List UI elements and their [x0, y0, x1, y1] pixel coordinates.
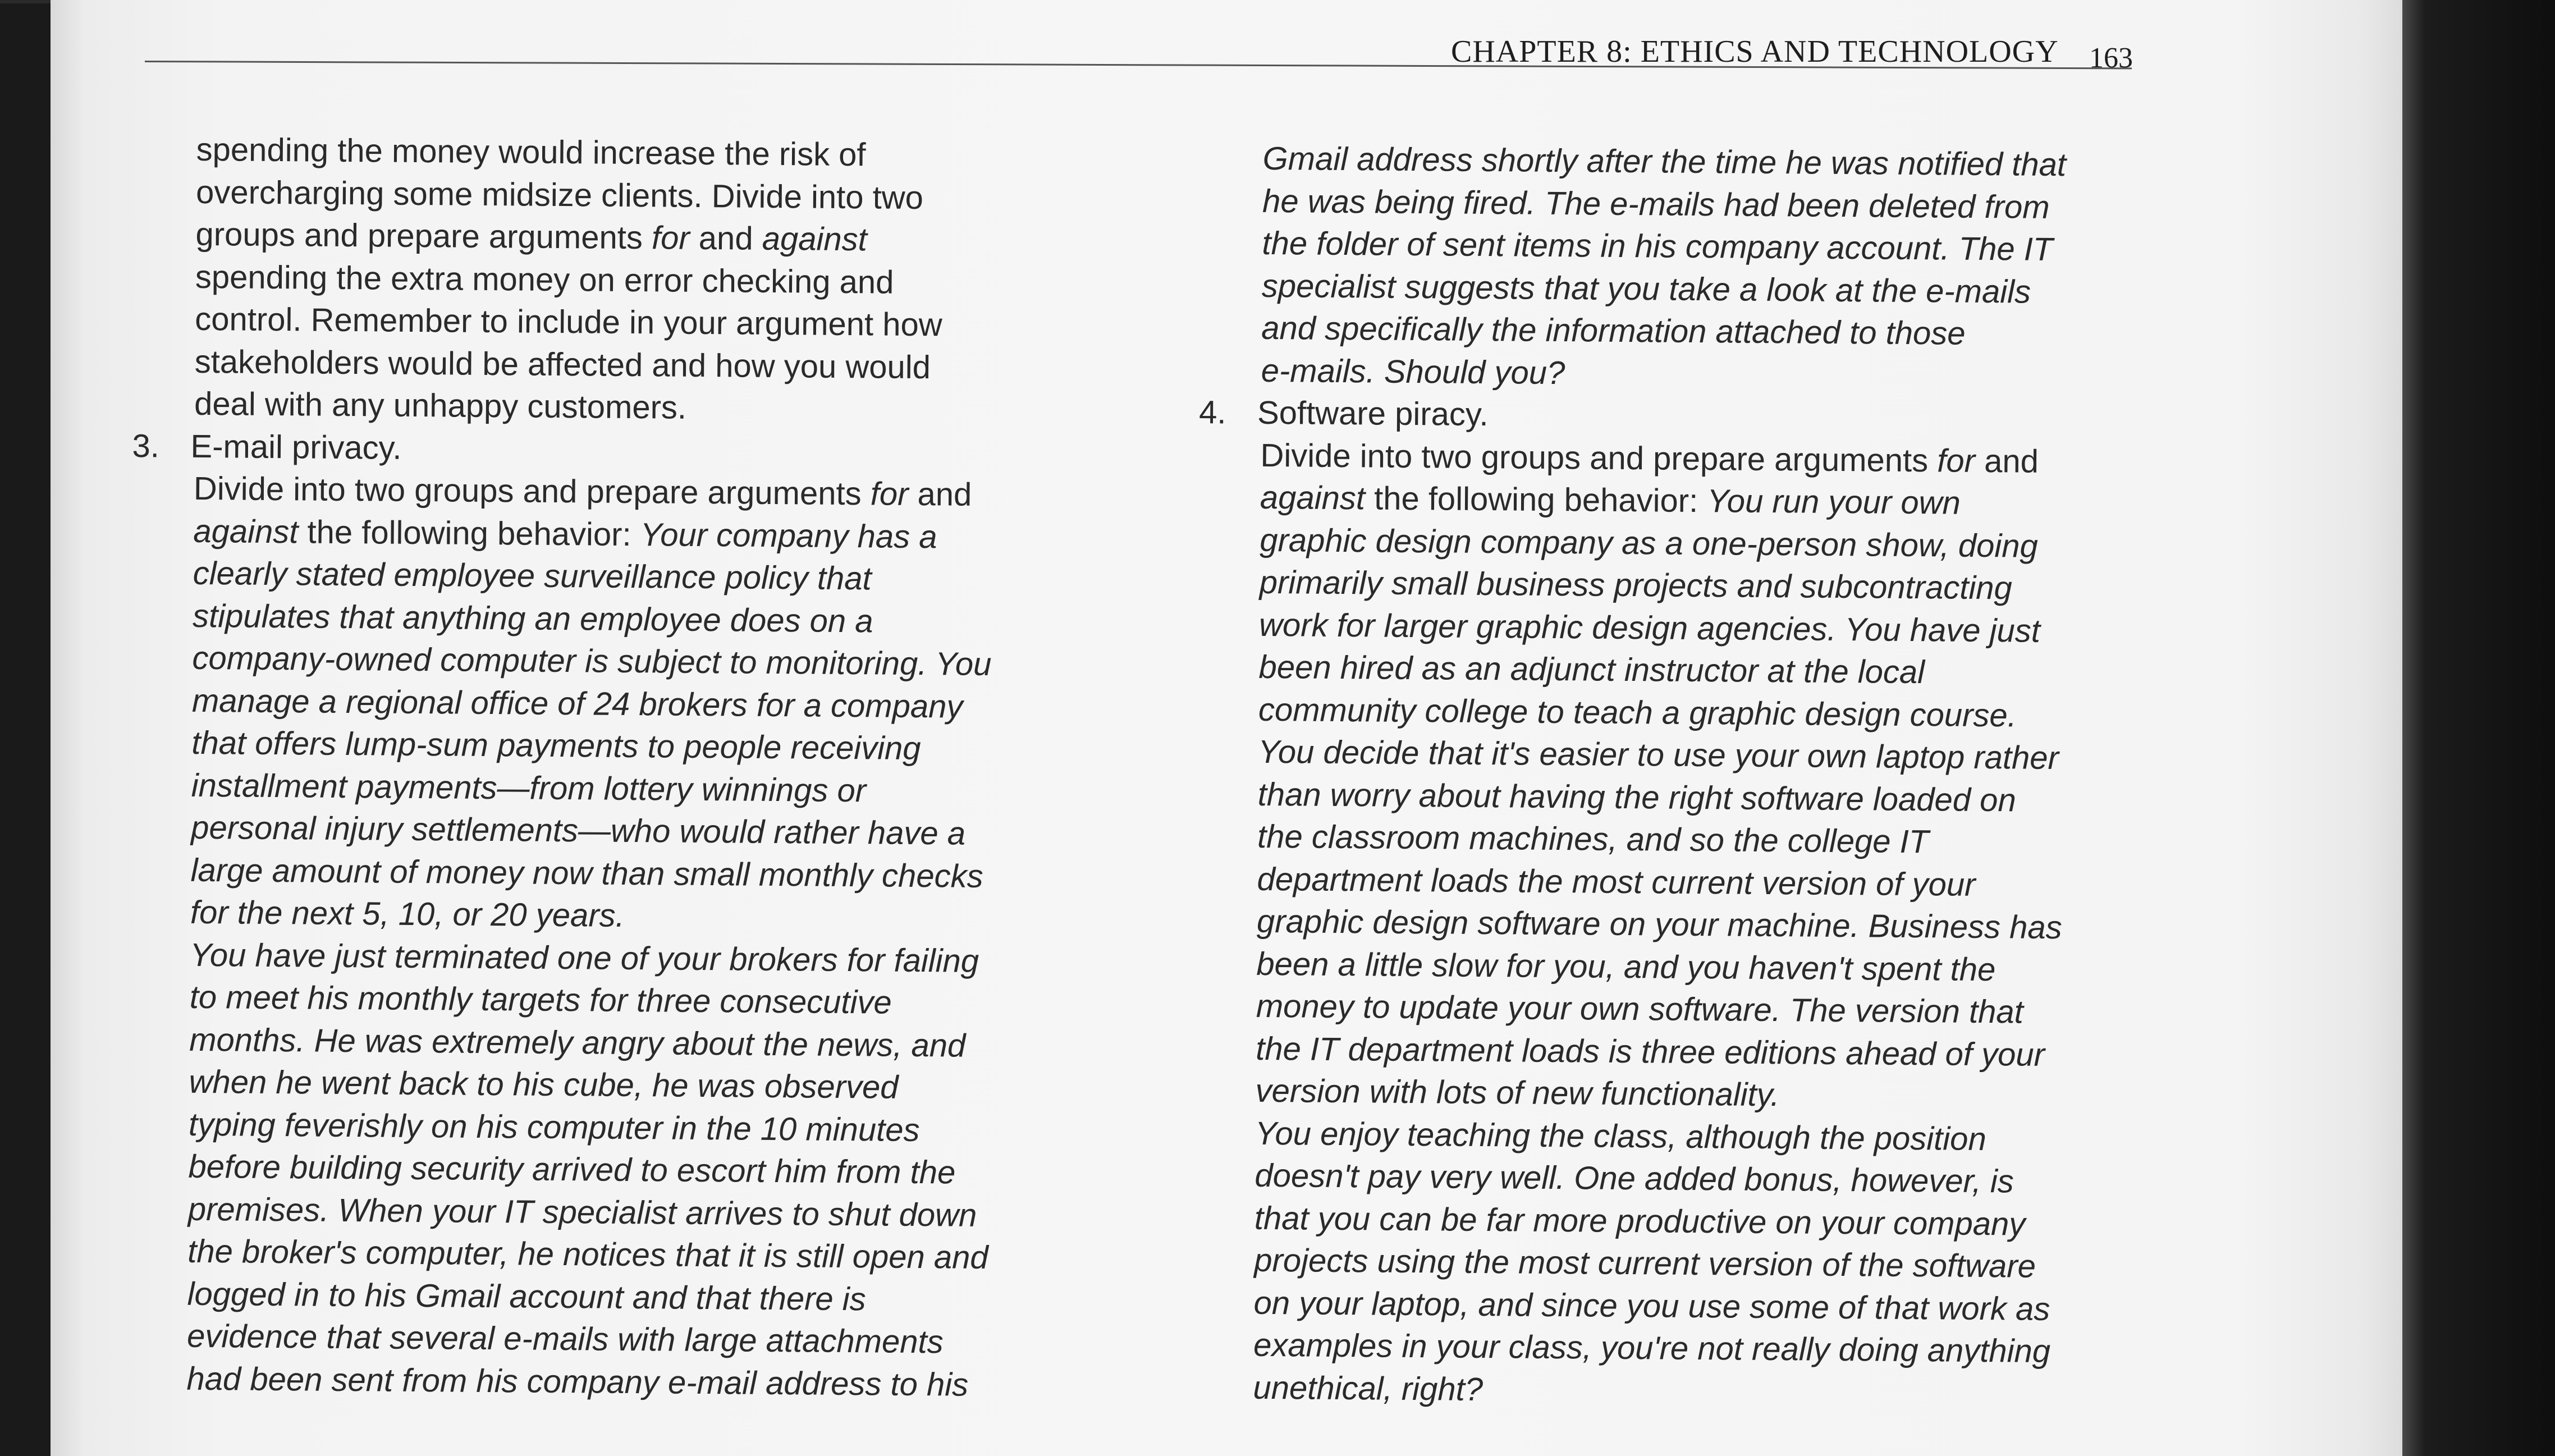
body-line: stakeholders would be affected and how you would	[194, 343, 931, 386]
scenario-line: graphic design company as a one-person show, doing	[1260, 521, 2039, 565]
scenario-line: version with lots of new functionality.	[1255, 1072, 1780, 1114]
item-intro-line: against the following behavior: Your company has a	[193, 512, 937, 555]
scenario-line: the folder of sent items in his company account. The IT	[1262, 225, 2053, 268]
item-intro-line: Divide into two groups and prepare arguments for and	[1260, 437, 2039, 480]
scan-page-edge	[2402, 0, 2555, 1456]
scenario-line: examples in your class, you're not really doing anything	[1253, 1326, 2051, 1370]
item-intro-line: against the following behavior: You run your own	[1260, 479, 1961, 521]
scenario-line: been hired as an adjunct instructor at the local	[1258, 648, 1925, 691]
item-intro-line: Divide into two groups and prepare arguments for and	[193, 470, 972, 513]
scenario-line: than worry about having the right software loaded on	[1257, 776, 2016, 818]
scenario-line: primarily small business projects and subcontracting	[1259, 564, 2013, 607]
scenario-line: logged in to his Gmail account and that there is	[187, 1275, 866, 1317]
scenario-line: the broker's computer, he notices that it is still open and	[187, 1233, 988, 1276]
scenario-line: been a little slow for you, and you haven't spent the	[1256, 945, 1996, 988]
scenario-line: doesn't pay very well. One added bonus, however, is	[1254, 1157, 2014, 1200]
scenario-line: the IT department loads is three editions ahead of your	[1255, 1030, 2045, 1073]
scenario-line: You decide that it's easier to use your own laptop rather	[1258, 733, 2059, 777]
right-column	[1191, 137, 2167, 1416]
scenario-line: before building security arrived to escort him from the	[188, 1148, 956, 1191]
scenario-line: graphic design software on your machine. Business has	[1256, 903, 2062, 946]
scenario-line: evidence that several e-mails with large attachments	[186, 1317, 944, 1361]
running-header-chapter-title: CHAPTER 8: ETHICS AND TECHNOLOGY	[1451, 34, 2059, 69]
left-column	[125, 128, 1078, 1407]
scenario-line: and specifically the information attached to those	[1261, 309, 1966, 352]
body-line: deal with any unhappy customers.	[194, 385, 687, 426]
scenario-line: department loads the most current version of your	[1257, 860, 1976, 903]
item-number: 4.	[1198, 393, 1226, 431]
item-title: Software piracy.	[1257, 394, 1489, 433]
body-line: spending the money would increase the risk of	[196, 131, 866, 173]
body-line: groups and prepare arguments for and against	[195, 216, 868, 258]
item-heading-software-piracy	[1199, 391, 2165, 441]
body-line: control. Remember to include in your argument how	[195, 300, 942, 344]
scenario-line: projects using the most current version of the software	[1254, 1242, 2036, 1285]
scenario-line: money to update your own software. The version that	[1256, 987, 2024, 1031]
item-heading-email-privacy	[132, 424, 1075, 474]
scenario-line: company-owned computer is subject to monitoring. You	[192, 639, 992, 683]
scenario-line: that you can be far more productive on your company	[1254, 1199, 2026, 1243]
scenario-line: manage a regional office of 24 brokers for a company	[191, 682, 963, 725]
scenario-line: clearly stated employee surveillance policy that	[193, 555, 872, 597]
scenario-line: You have just terminated one of your brokers for failing	[190, 936, 979, 979]
scenario-line: that offers lump-sum payments to people receiving	[191, 724, 921, 767]
body-line: spending the extra money on error checking and	[195, 258, 894, 301]
scenario-line: had been sent from his company e-mail address to his	[186, 1360, 969, 1403]
scenario-line: for the next 5, 10, or 20 years.	[190, 894, 625, 934]
scenario-line: when he went back to his cube, he was observed	[189, 1063, 899, 1106]
scenario-line: to meet his monthly targets for three consecutive	[189, 978, 892, 1021]
scenario-line: unethical, right?	[1253, 1369, 1483, 1408]
scenario-line: he was being fired. The e-mails had been deleted from	[1262, 182, 2050, 226]
scenario-line: on your laptop, and since you use some of that work as	[1253, 1284, 2050, 1327]
scenario-line: large amount of money now than small monthly checks	[190, 851, 983, 895]
item-title: E-mail privacy.	[190, 428, 402, 466]
scenario-line: typing feverishly on his computer in the 10 minutes	[188, 1106, 920, 1148]
scenario-line: installment payments—from lottery winnings or	[191, 767, 867, 809]
item-number: 3.	[132, 427, 160, 464]
scenario-line: work for larger graphic design agencies. You have just	[1258, 606, 2041, 649]
scenario-line: e-mails. Should you?	[1261, 352, 1565, 391]
scenario-line: months. He was extremely angry about the news, and	[189, 1021, 966, 1064]
scenario-line: community college to teach a graphic design course.	[1258, 691, 2017, 734]
scenario-line: stipulates that anything an employee does on a	[192, 597, 873, 639]
scenario-line: premises. When your IT specialist arrives to shut down	[187, 1191, 977, 1234]
body-line: overcharging some midsize clients. Divide into two	[195, 173, 924, 216]
scenario-line: Gmail address shortly after the time he was notified that	[1262, 140, 2067, 184]
scenario-line: personal injury settlements—who would rather have a	[190, 809, 966, 852]
scenario-line: You enjoy teaching the class, although the position	[1254, 1115, 1986, 1157]
scenario-line: the classroom machines, and so the college IT	[1257, 818, 1929, 860]
page-number: 163	[2089, 42, 2133, 74]
scenario-line: specialist suggests that you take a look at the e-mails	[1261, 267, 2031, 310]
